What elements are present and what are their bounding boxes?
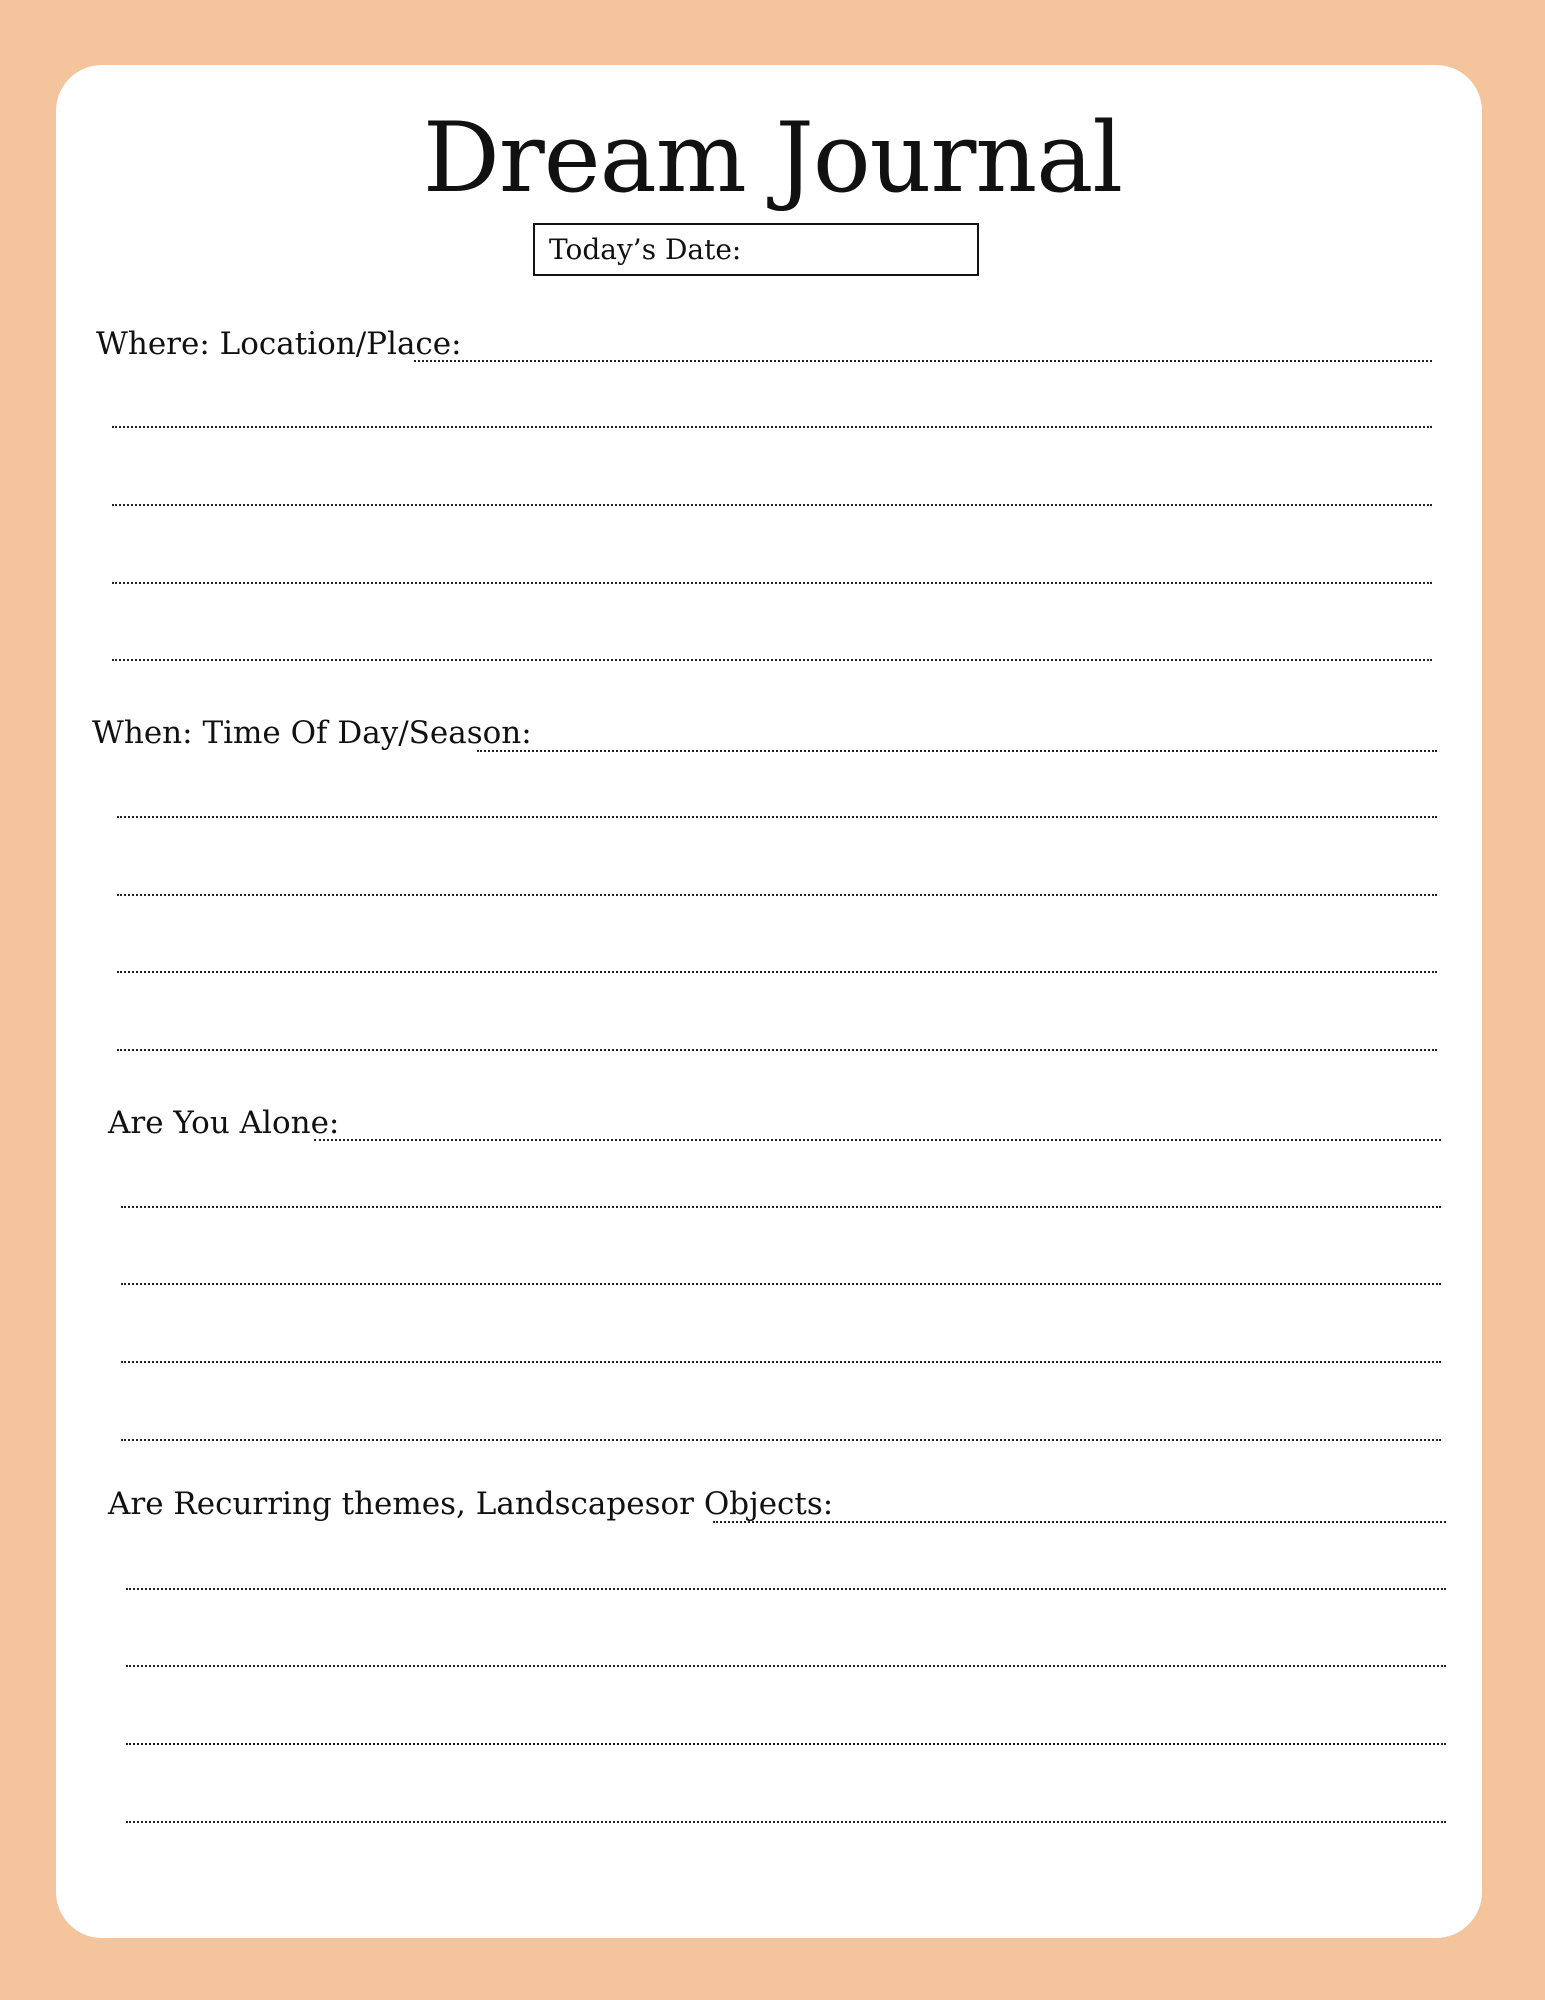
writing-line[interactable] (112, 582, 1432, 584)
writing-line[interactable] (314, 1139, 1441, 1141)
writing-line[interactable] (126, 1588, 1446, 1590)
writing-line[interactable] (126, 1743, 1446, 1745)
writing-line[interactable] (713, 1521, 1446, 1523)
writing-line[interactable] (117, 1049, 1437, 1051)
writing-line[interactable] (117, 816, 1437, 818)
writing-line[interactable] (112, 426, 1432, 428)
section-label-when: When: Time Of Day/Season: (92, 715, 532, 751)
date-label: Today’s Date: (549, 233, 742, 266)
section-label-alone: Are You Alone: (108, 1105, 340, 1141)
section-label-where: Where: Location/Place: (96, 326, 462, 362)
writing-line[interactable] (126, 1665, 1446, 1667)
writing-line[interactable] (117, 971, 1437, 973)
section-label-recurring: Are Recurring themes, Landscapesor Objects: (108, 1486, 834, 1522)
date-field[interactable] (533, 223, 979, 276)
page-title: Dream Journal (422, 102, 1123, 214)
writing-line[interactable] (477, 750, 1437, 752)
writing-line[interactable] (414, 360, 1432, 362)
writing-line[interactable] (117, 894, 1437, 896)
writing-line[interactable] (112, 659, 1432, 661)
writing-line[interactable] (126, 1821, 1446, 1823)
writing-line[interactable] (112, 504, 1432, 506)
writing-line[interactable] (121, 1283, 1441, 1285)
writing-line[interactable] (121, 1361, 1441, 1363)
writing-line[interactable] (121, 1439, 1441, 1441)
writing-line[interactable] (121, 1206, 1441, 1208)
